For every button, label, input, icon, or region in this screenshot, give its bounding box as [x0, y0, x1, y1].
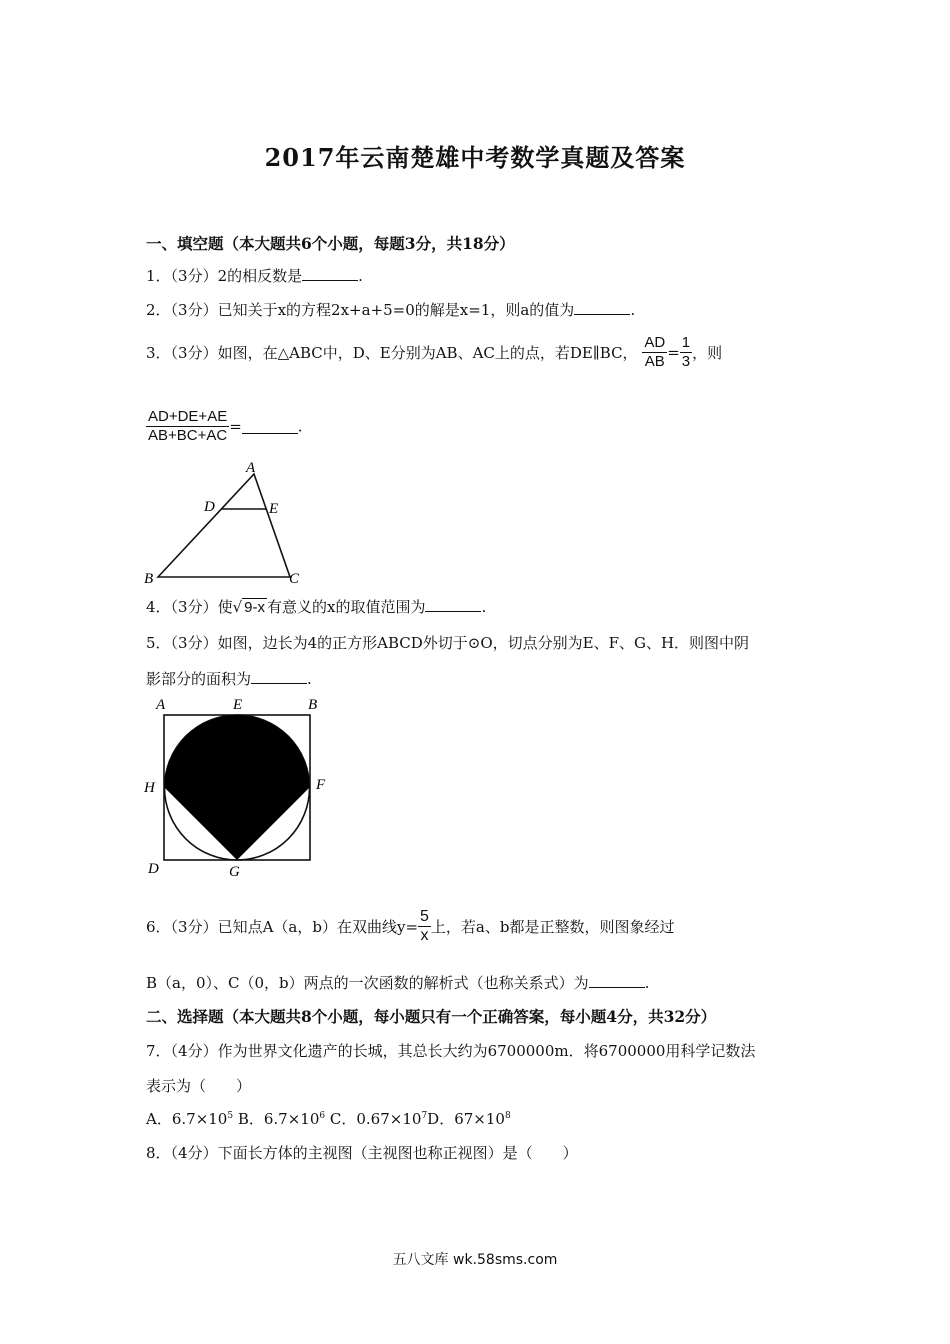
question-3-tail: ，则 — [692, 344, 723, 362]
fraction-denominator: AB — [644, 353, 665, 370]
question-4-text: 4．（3分）使 — [146, 598, 233, 616]
question-7: 7．（4分）作为世界文化遗产的长城，其总长大约为6700000m．将6700000用科学记数法 — [146, 1042, 756, 1060]
fraction-denominator: x — [420, 927, 429, 944]
question-6-text: B（a，0）、C（0，b）两点的一次函数的解析式（也称关系式）为 — [146, 974, 589, 992]
fraction-numerator: 5 — [420, 908, 429, 925]
question-1-text: 1．（3分）2的相反数是 — [146, 267, 303, 285]
question-5-line2 — [146, 668, 312, 689]
question-6-line2 — [146, 972, 649, 993]
question-3-expression — [146, 408, 303, 445]
fraction-numerator: AD — [644, 334, 666, 351]
question-7-options — [146, 1108, 511, 1129]
period: . — [358, 267, 363, 285]
question-5: 5．（3分）如图，边长为4的正方形ABCD外切于⊙O，切点分别为E、F、G、H．则图中阴 — [146, 634, 750, 652]
question-2-text: 2．（3分）已知关于x的方程2x+a+5=0的解是x=1，则a的值为 — [146, 301, 575, 319]
option-d: D．67×10 — [427, 1110, 505, 1128]
answer-blank — [589, 973, 645, 988]
footer-watermark: 五八文库 wk.58sms.com — [392, 1252, 558, 1268]
fraction-one-third — [680, 334, 692, 371]
option-b: B．6.7×10 — [233, 1110, 320, 1128]
label-d: D — [148, 861, 159, 877]
option-b-exponent: 6 — [319, 1111, 326, 1121]
answer-blank — [425, 597, 481, 612]
label-a: A — [156, 697, 166, 713]
circle-square-figure — [138, 694, 338, 884]
question-6 — [146, 908, 674, 945]
fraction-denominator: 3 — [681, 353, 691, 370]
question-1 — [146, 265, 363, 286]
question-4-text-tail: 有意义的x的取值范围为 — [267, 598, 426, 616]
period: . — [481, 598, 487, 616]
label-d: D — [204, 499, 215, 515]
answer-blank — [574, 300, 630, 315]
equals-sign: = — [229, 417, 242, 436]
fraction-denominator: AB+BC+AC — [148, 427, 228, 444]
label-b: B — [308, 697, 318, 713]
question-8: 8．（4分）下面长方体的主视图（主视图也称正视图）是（ ） — [146, 1144, 578, 1162]
period: . — [297, 417, 303, 436]
label-e: E — [269, 501, 279, 517]
answer-blank — [251, 669, 307, 684]
triangle-abc — [158, 474, 290, 577]
equals-sign: = — [667, 343, 680, 362]
fraction-5-over-x — [418, 908, 431, 945]
section-heading-multiple-choice: 二、选择题（本大题共8个小题，每小题只有一个正确答案，每小题4分，共32分） — [146, 1007, 717, 1026]
option-c: C．0.67×10 — [325, 1110, 422, 1128]
period: . — [644, 974, 650, 992]
fraction-numerator: AD+DE+AE — [148, 408, 228, 425]
answer-blank — [242, 419, 298, 434]
option-a: A．6.7×10 — [146, 1110, 228, 1128]
period: . — [630, 301, 636, 319]
label-a: A — [246, 460, 256, 476]
question-3 — [146, 334, 722, 371]
label-e: E — [233, 697, 243, 713]
label-f: F — [316, 777, 326, 793]
question-7-line2: 表示为（ ） — [146, 1077, 252, 1095]
option-d-exponent: 8 — [504, 1111, 511, 1121]
question-2 — [146, 299, 635, 320]
radicand: 9-x — [244, 599, 265, 616]
option-a-exponent: 5 — [227, 1111, 234, 1121]
section-heading-fill-in: 一、填空题（本大题共6个小题，每题3分，共18分） — [146, 234, 515, 253]
fraction-ad-ab — [642, 334, 667, 371]
triangle-figure — [140, 455, 320, 590]
option-c-exponent: 7 — [421, 1111, 428, 1121]
question-6-text: 6．（3分）已知点A（a，b）在双曲线y= — [146, 918, 419, 936]
page-title: 2017年云南楚雄中考数学真题及答案 — [264, 143, 686, 172]
question-3-text: 3．（3分）如图，在△ABC中，D、E分别为AB、AC上的点，若DE∥BC， — [146, 344, 638, 362]
answer-blank — [302, 266, 358, 281]
radical-sign: √ — [232, 598, 243, 616]
label-g: G — [229, 864, 240, 880]
fraction-perimeter-ratio — [146, 408, 229, 445]
label-b: B — [144, 571, 154, 587]
label-c: C — [289, 571, 300, 587]
question-6-text-tail: 上，若a、b都是正整数，则图象经过 — [430, 918, 675, 936]
fraction-numerator: 1 — [681, 334, 691, 351]
period: . — [307, 670, 312, 688]
label-h: H — [144, 780, 155, 796]
question-4 — [146, 596, 486, 617]
question-5-text: 影部分的面积为 — [146, 670, 252, 688]
